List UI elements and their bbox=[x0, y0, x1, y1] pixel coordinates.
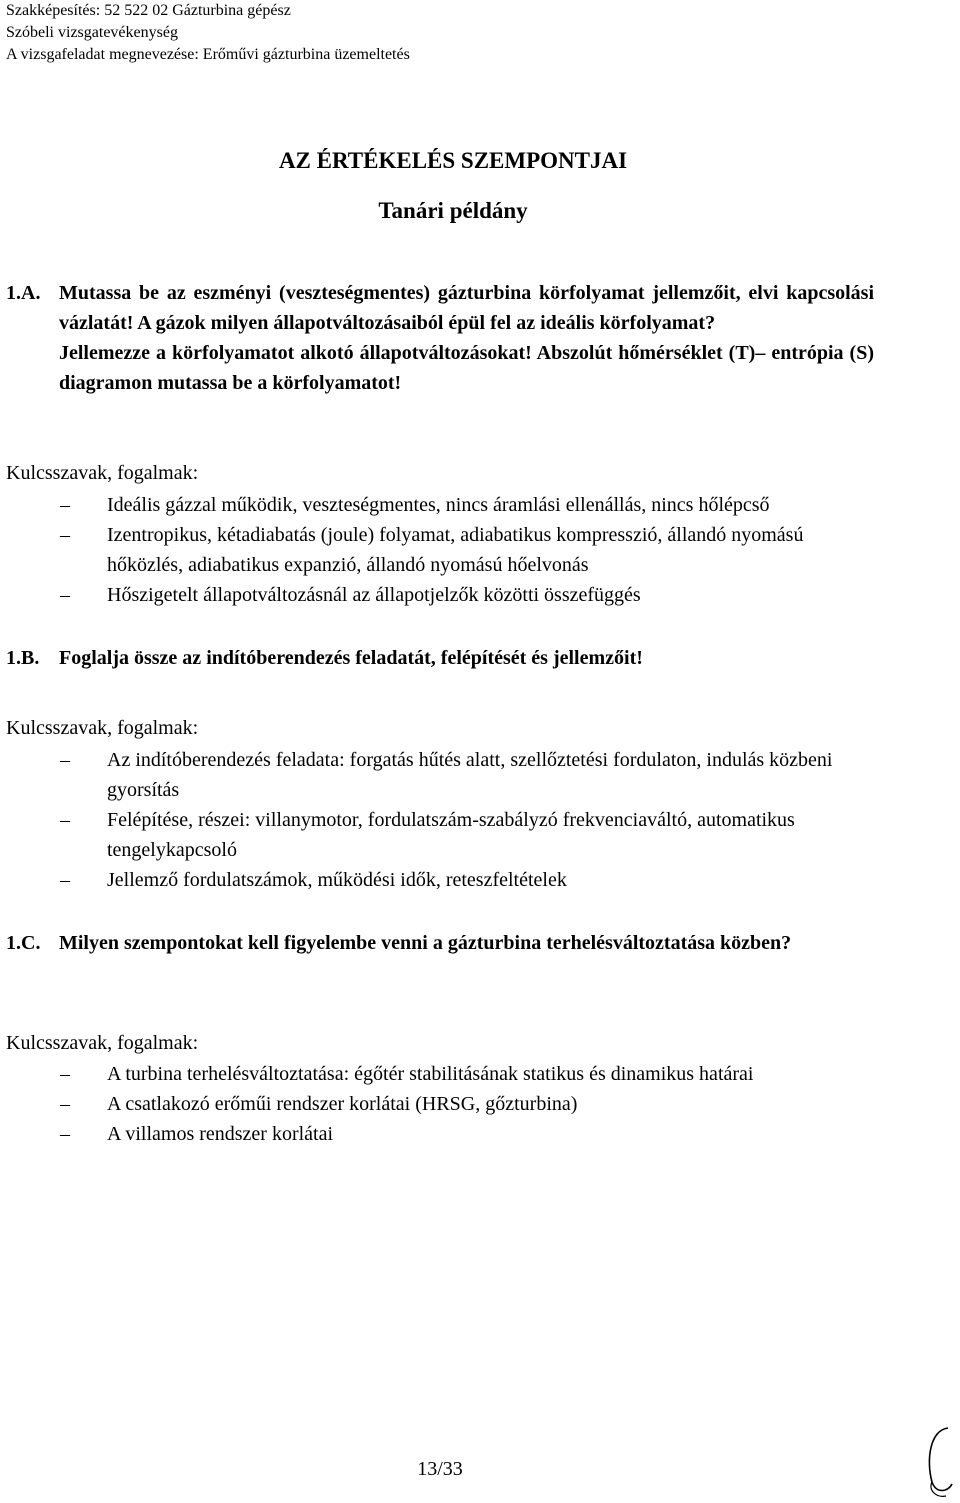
keywords-label: Kulcsszavak, fogalmak: bbox=[6, 462, 199, 484]
keywords-list-1b bbox=[60, 745, 860, 895]
page-subtitle: Tanári példány bbox=[378, 198, 528, 223]
list-item: – Hőszigetelt állapotváltozásnál az állapotjelzők közötti összefüggés bbox=[60, 580, 860, 610]
dash-bullet: – bbox=[60, 1063, 70, 1085]
question-text: Milyen szempontokat kell figyelembe venni a gázturbina terhelésváltoztatása közben? bbox=[59, 932, 792, 954]
keywords-label: Kulcsszavak, fogalmak: bbox=[6, 717, 199, 739]
document-header bbox=[6, 0, 410, 66]
list-item: – A csatlakozó erőműi rendszer korlátai (HRSG, gőzturbina) bbox=[60, 1089, 860, 1119]
page-number: 13/33 bbox=[417, 1458, 463, 1480]
question-number: 1.B. bbox=[6, 647, 40, 669]
dash-bullet: – bbox=[60, 1123, 70, 1145]
list-item: – Jellemző fordulatszámok, működési idők, reteszfeltételek bbox=[60, 865, 860, 895]
dash-bullet: – bbox=[60, 494, 70, 516]
page-title: AZ ÉRTÉKELÉS SZEMPONTJAI bbox=[278, 148, 628, 173]
question-text: Foglalja össze az indítóberendezés feladatát, felépítését és jellemzőit! bbox=[59, 647, 643, 669]
keywords-list-1a bbox=[60, 490, 860, 610]
header-qualification: Szakképesítés: 52 522 02 Gázturbina gépész bbox=[6, 2, 291, 19]
question-1c bbox=[6, 928, 874, 958]
signature-mark bbox=[918, 1420, 958, 1500]
question-text: Mutassa be az eszményi (veszteségmentes) gázturbina körfolyamat jellemzőit, elvi kapcsolási vázlatát! A gázok milyen állapotváltozásaiból épül fel az ideális körfolyamat? bbox=[59, 282, 874, 334]
question-text-continued: Jellemezze a körfolyamatot alkotó állapotváltozásokat! Abszolút hőmérséklet (T)– entrópia (S) diagramon mutassa be a körfolyamatot! bbox=[59, 342, 874, 394]
question-number: 1.C. bbox=[6, 932, 41, 954]
dash-bullet: – bbox=[60, 1093, 70, 1115]
list-item: – Felépítése, részei: villanymotor, fordulatszám-szabályzó frekvenciaváltó, automatikus tengelykapcsoló bbox=[60, 805, 860, 865]
question-1a bbox=[6, 278, 874, 398]
dash-bullet: – bbox=[60, 524, 70, 546]
list-item: – A turbina terhelésváltoztatása: égőtér stabilitásának statikus és dinamikus határai bbox=[60, 1059, 860, 1089]
header-exam-type: Szóbeli vizsgatevékenység bbox=[6, 24, 178, 41]
list-item: – A villamos rendszer korlátai bbox=[60, 1119, 860, 1149]
question-1b bbox=[6, 643, 874, 673]
dash-bullet: – bbox=[60, 869, 70, 891]
list-item: – Ideális gázzal működik, veszteségmentes, nincs áramlási ellenállás, nincs hőlépcső bbox=[60, 490, 860, 520]
list-item: – Izentropikus, kétadiabatás (joule) folyamat, adiabatikus kompresszió, állandó nyomású hőközlés, adiabatikus expanzió, állandó nyomású hőelvonás bbox=[60, 520, 860, 580]
dash-bullet: – bbox=[60, 749, 70, 771]
keywords-label: Kulcsszavak, fogalmak: bbox=[6, 1032, 199, 1054]
question-number: 1.A. bbox=[6, 282, 41, 304]
dash-bullet: – bbox=[60, 584, 70, 606]
list-item: – Az indítóberendezés feladata: forgatás hűtés alatt, szellőztetési fordulaton, indulás közbeni gyorsítás bbox=[60, 745, 860, 805]
keywords-list-1c bbox=[60, 1059, 860, 1149]
header-task-name: A vizsgafeladat megnevezése: Erőművi gázturbina üzemeltetés bbox=[6, 46, 410, 63]
dash-bullet: – bbox=[60, 809, 70, 831]
